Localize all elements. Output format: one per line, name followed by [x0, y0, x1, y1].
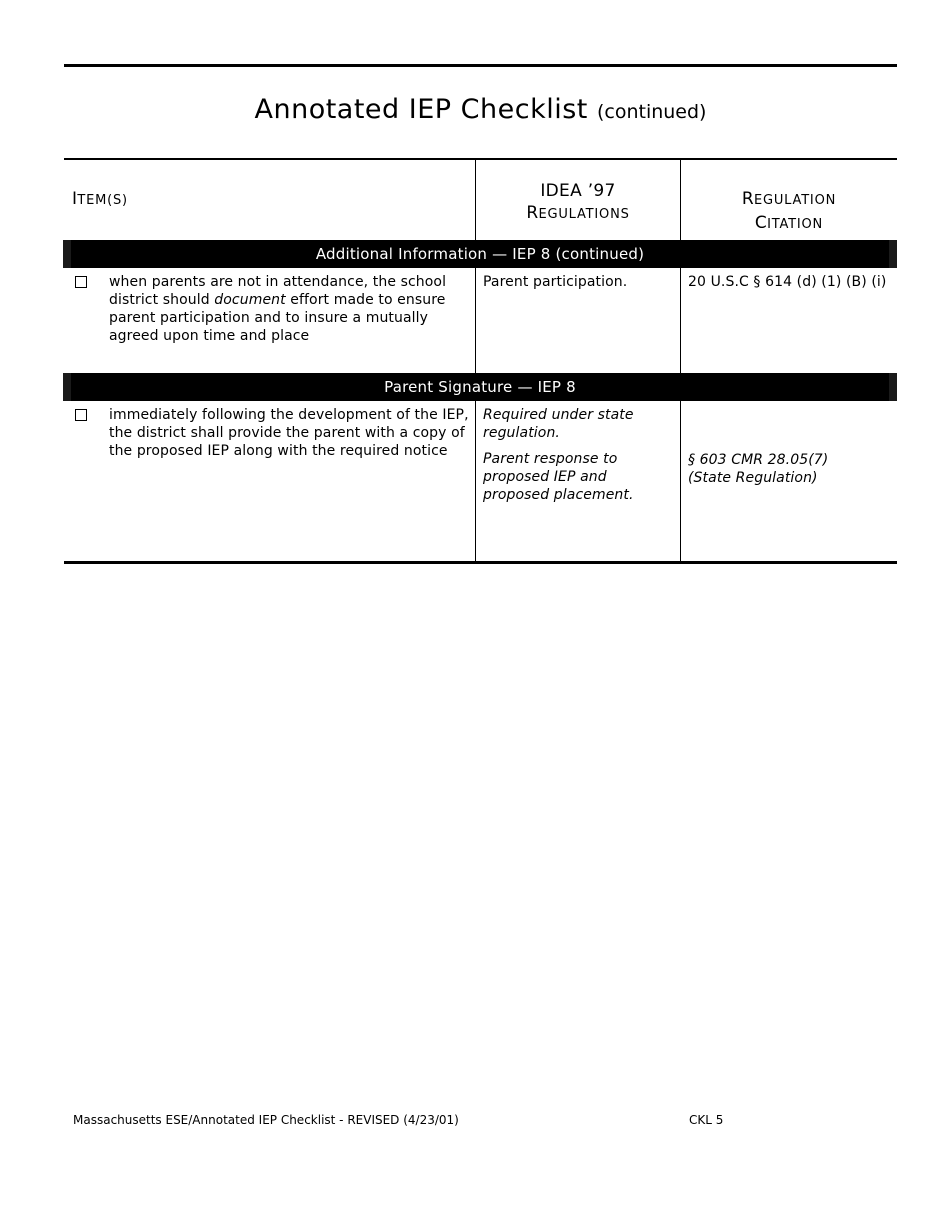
header-idea-regulations: IDEA ’97 REGULATIONS	[526, 181, 630, 223]
item-description: when parents are not in attendance, the school district should document effort made to ensure parent participation and to insure a mutually agreed upon time and place	[109, 274, 447, 344]
footer-page-number: CKL 5	[689, 1113, 724, 1127]
header-items: ITEM(S)	[72, 189, 128, 209]
item-description: immediately following the development of the IEP, the district shall provide the parent with a copy of the proposed IEP along with the required notice	[109, 407, 469, 459]
title-suffix: (continued)	[596, 101, 707, 123]
item-checkbox[interactable]	[75, 409, 87, 421]
regulation-citation: § 603 CMR 28.05(7) (State Regulation)	[688, 452, 829, 486]
idea-regulation: Parent participation.	[483, 274, 628, 290]
section-header-additional-information: Additional Information — IEP 8 (continued)	[63, 240, 897, 268]
title-text: Annotated IEP Checklist	[254, 94, 588, 125]
footer-document-id: Massachusetts ESE/Annotated IEP Checklist - REVISED (4/23/01)	[73, 1113, 459, 1127]
top-rule	[64, 64, 897, 67]
section-header-parent-signature: Parent Signature — IEP 8	[63, 373, 897, 401]
page-title	[64, 94, 897, 125]
idea-regulation: Required under state regulation. Parent response to proposed IEP and proposed placement.	[483, 407, 634, 503]
regulation-citation: 20 U.S.C § 614 (d) (1) (B) (i)	[688, 274, 887, 290]
checklist-table	[64, 158, 897, 564]
header-regulation-citation: REGULATION CITATION	[741, 189, 837, 233]
item-checkbox[interactable]	[75, 276, 87, 288]
